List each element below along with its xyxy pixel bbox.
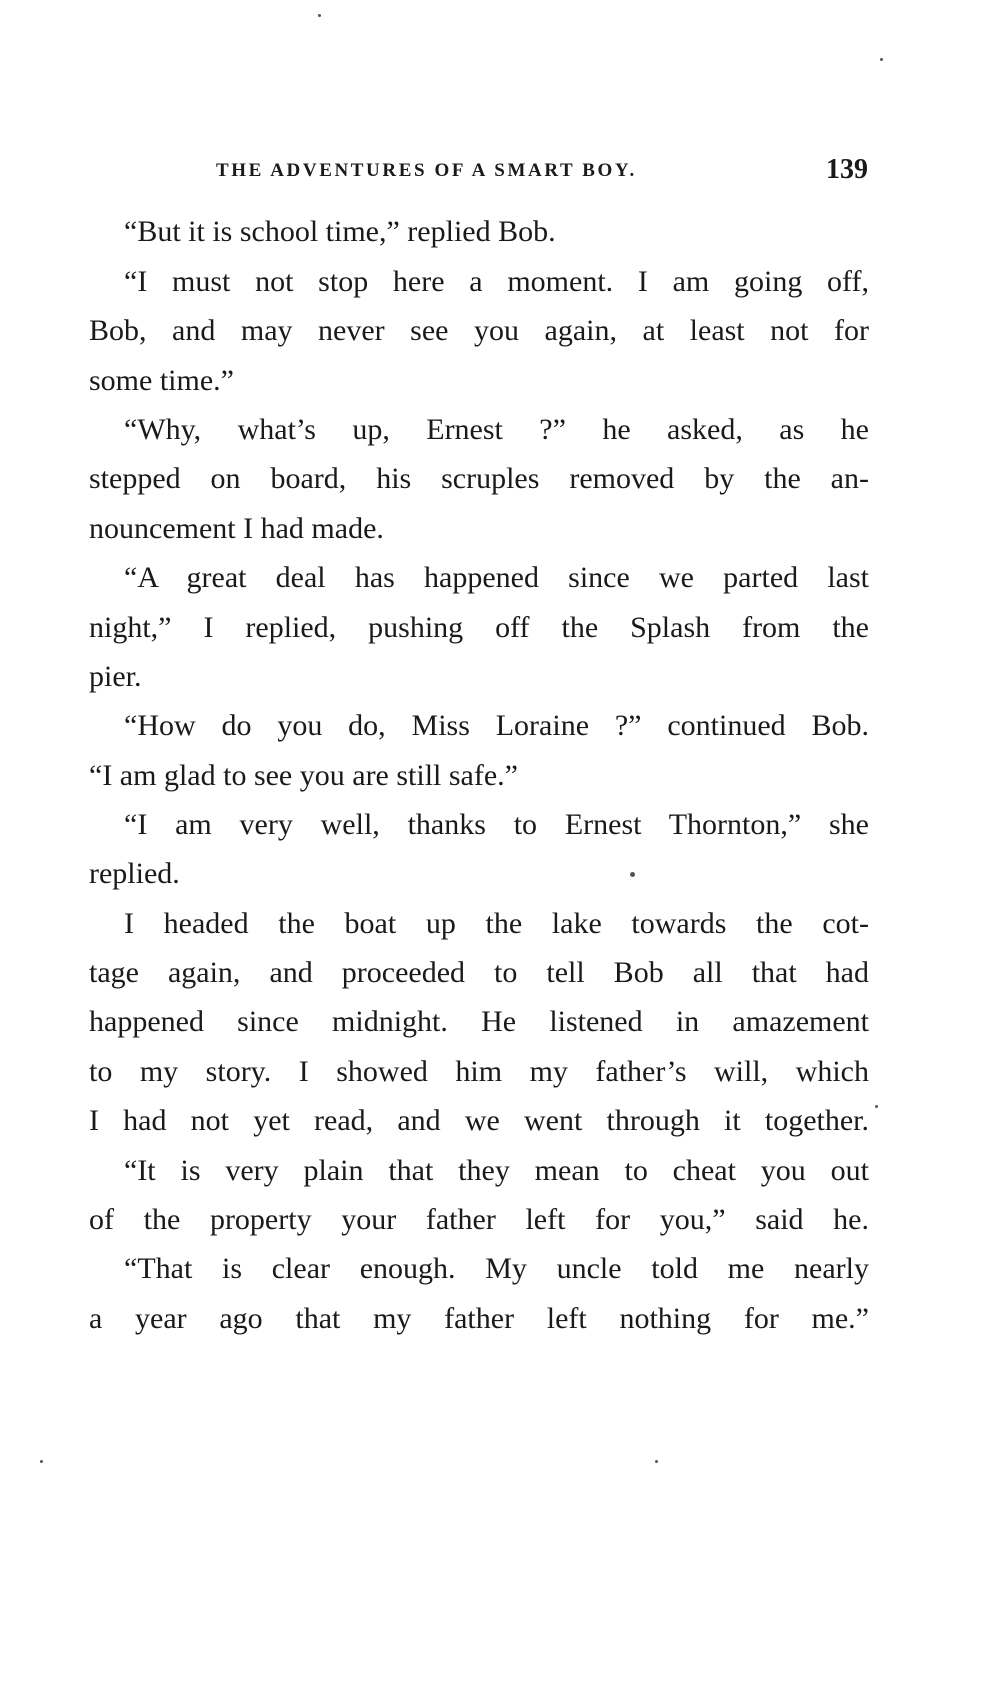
paper-speck (875, 1105, 878, 1108)
text-line: to my story. I showed him my father’s will, which (89, 1055, 869, 1088)
text-line: tage again, and proceeded to tell Bob all that had (89, 956, 869, 989)
text-line: pier. (89, 660, 142, 693)
text-line: “How do you do, Miss Loraine ?” continued Bob. (124, 709, 869, 742)
text-line: nouncement I had made. (89, 512, 384, 545)
running-title: THE ADVENTURES OF A SMART BOY. (216, 160, 637, 181)
text-line: “I am glad to see you are still safe.” (89, 759, 518, 792)
page-number: 139 (826, 154, 868, 185)
text-line: I headed the boat up the lake towards the cot- (124, 907, 869, 940)
running-head (216, 154, 868, 190)
text-line: some time.” (89, 364, 234, 397)
text-line: “But it is school time,” replied Bob. (124, 215, 556, 248)
text-line: “I am very well, thanks to Ernest Thornton,” she (124, 808, 869, 841)
text-line: of the property your father left for you,” said he. (89, 1203, 869, 1236)
paper-speck (880, 58, 883, 61)
paper-speck (630, 872, 635, 877)
paper-speck (318, 14, 321, 17)
text-line: “A great deal has happened since we parted last (124, 561, 869, 594)
text-line: replied. (89, 857, 180, 890)
text-line: a year ago that my father left nothing for me.” (89, 1302, 869, 1335)
text-line: “That is clear enough. My uncle told me nearly (124, 1252, 869, 1285)
text-line: “It is very plain that they mean to cheat you out (124, 1154, 869, 1187)
text-line: I had not yet read, and we went through it together. (89, 1104, 869, 1137)
paper-speck (40, 1460, 43, 1463)
text-line: night,” I replied, pushing off the Splash from the (89, 611, 869, 644)
text-line: stepped on board, his scruples removed by the an- (89, 462, 869, 495)
text-line: happened since midnight. He listened in amazement (89, 1005, 869, 1038)
text-line: Bob, and may never see you again, at least not for (89, 314, 869, 347)
paper-speck (655, 1460, 658, 1463)
text-line: “I must not stop here a moment. I am going off, (124, 265, 869, 298)
text-line: “Why, what’s up, Ernest ?” he asked, as he (124, 413, 869, 446)
